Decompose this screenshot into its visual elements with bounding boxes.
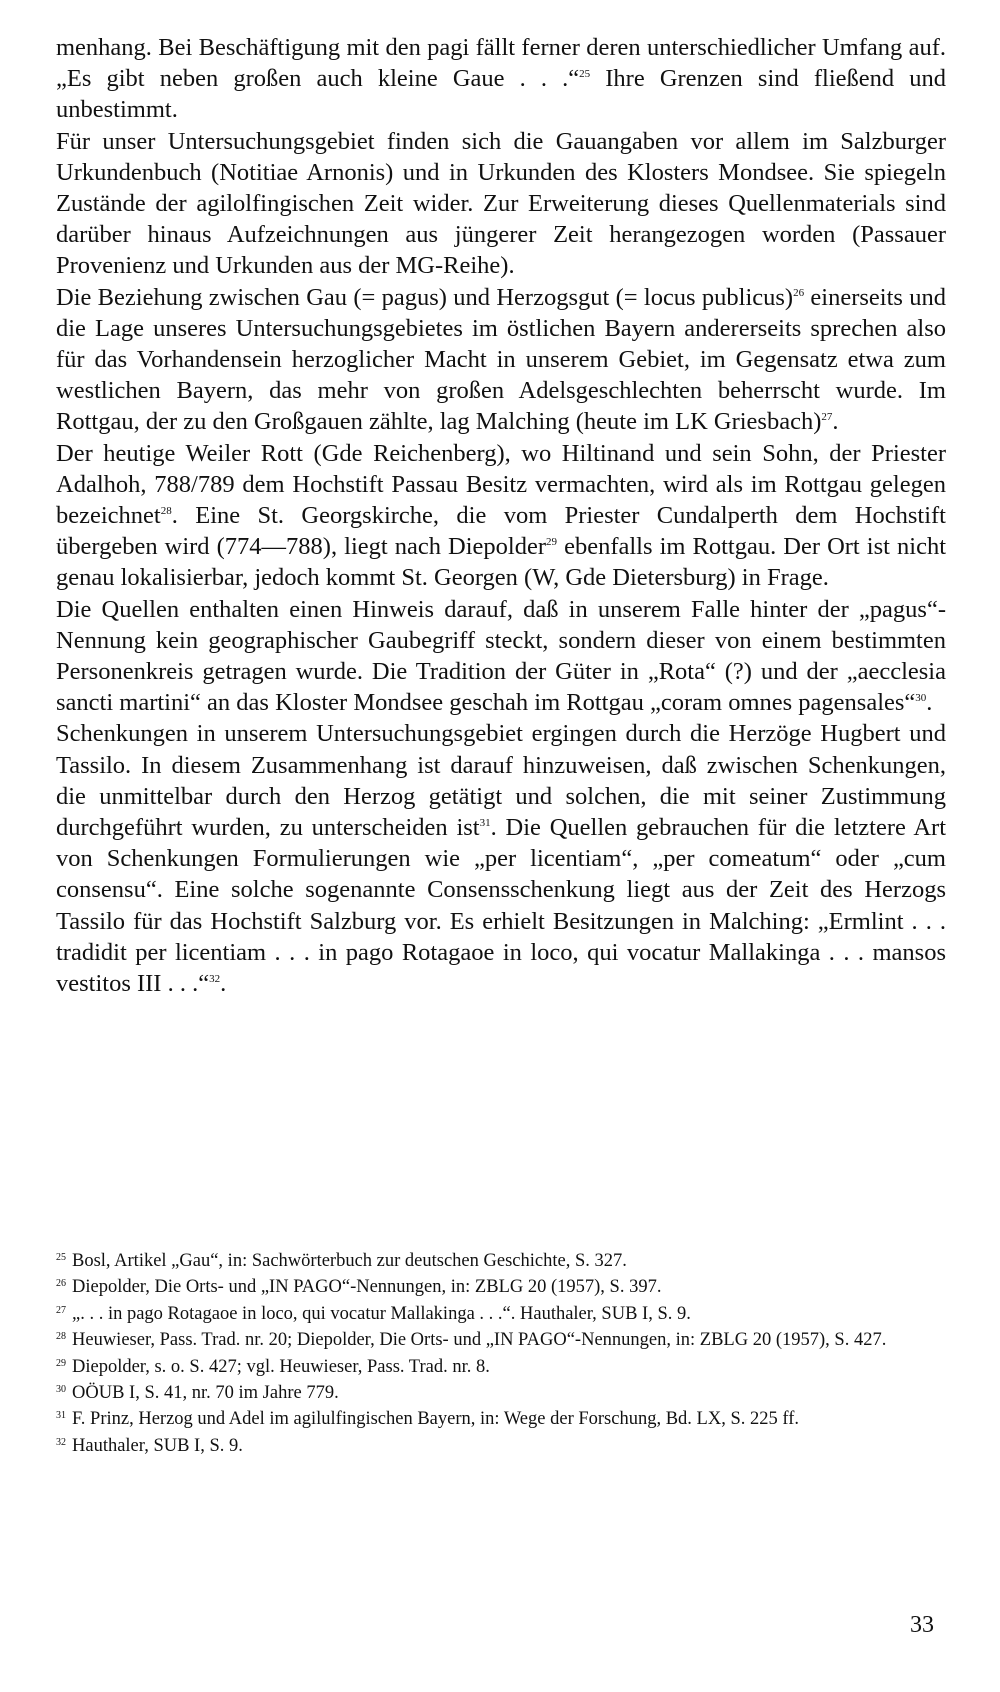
paragraph-text: . Eine St. Georgskirche, die vom Priester Cundalperth dem Hochstift übergeben wird (774—788), liegt nach Diepolder xyxy=(56,502,946,561)
footnote-number: 31 xyxy=(56,1410,66,1422)
footnote-number: 27 xyxy=(56,1304,66,1316)
footnote-text: Hauthaler, SUB I, S. 9. xyxy=(72,1435,243,1456)
footnote-ref[interactable]: 26 xyxy=(793,286,805,299)
footnote-text: Heuwieser, Pass. Trad. nr. 20; Diepolder, Die Orts- und „IN PAGO“-Nennungen, in: ZBLG 20 (1957), S. 427. xyxy=(72,1330,887,1351)
footnote-text: Bosl, Artikel „Gau“, in: Sachwörterbuch zur deutschen Geschichte, S. 327. xyxy=(72,1251,627,1271)
footnote-text: OÖUB I, S. 41, nr. 70 im Jahre 779. xyxy=(72,1383,339,1404)
footnote-text: F. Prinz, Herzog und Adel im agilulfingischen Bayern, in: Wege der Forschung, Bd. LX, S. 225 ff. xyxy=(72,1409,799,1430)
footnote-ref[interactable]: 32 xyxy=(209,973,221,986)
footnote-ref[interactable]: 30 xyxy=(915,692,927,705)
footnote-ref[interactable]: 25 xyxy=(579,68,591,81)
footnote-number: 28 xyxy=(56,1331,66,1343)
paragraph-text: . Die Quellen gebrauchen für die letztere Art von Schenkungen Formulierungen wie „per licentiam“, „per comeatum“ oder „cum consensu“. Eine solche sogenannte Consensschenkung liegt aus der Zeit des Herzogs Tassilo für das Hochstift Salzburg vor. Es erhielt Besitzungen in Malching: „Ermlint . . . tradidit per licentiam . . . in pago Rotagaoe in loco, qui vocatur Mallakinga . . . mansos vestitos III . . .“ xyxy=(56,814,946,998)
paragraph xyxy=(56,32,946,126)
paragraph xyxy=(56,594,946,719)
page-number: 33 xyxy=(910,1612,934,1638)
paragraph-text: Die Beziehung zwischen Gau (= pagus) und Herzogsgut (= locus publicus) xyxy=(56,283,794,311)
footnote-number: 25 xyxy=(56,1252,66,1263)
footnote-ref[interactable]: 27 xyxy=(821,411,833,424)
footnote xyxy=(56,1379,946,1404)
footnote xyxy=(56,1405,946,1430)
paragraph xyxy=(56,438,946,594)
paragraph-text: Die Quellen enthalten einen Hinweis darauf, daß in unserem Falle hinter der „pagus“-Nennung kein geographischer Gaubegriff steckt, sondern dieser von einem bestimmten Personenkreis getragen wurde. Die Tradition der Güter in „Rota“ (?) und der „aecclesia sancti martini“ an das Kloster Mondsee geschah im Rottgau „coram omnes pagensales“ xyxy=(56,595,946,717)
paragraph-text: . xyxy=(220,970,227,998)
footnote-text: Diepolder, s. o. S. 427; vgl. Heuwieser, Pass. Trad. nr. 8. xyxy=(72,1356,490,1377)
paragraph xyxy=(56,126,946,282)
footnote-number: 32 xyxy=(56,1436,66,1448)
footnote-number: 30 xyxy=(56,1384,66,1396)
footnote xyxy=(56,1353,946,1378)
body-text xyxy=(56,32,946,999)
paragraph-text: Für unser Untersuchungsgebiet finden sich die Gauangaben vor allem im Salzburger Urkundenbuch (Notitiae Arnonis) und in Urkunden des Klosters Mondsee. Sie spiegeln Zustände der agilolfingischen Zeit wider. Zur Erweiterung dieses Quellenmaterials sind darüber hinaus Aufzeichnungen aus jüngerer Zeit herangezogen worden (Passauer Provenienz und Urkunden aus der MG-Reihe). xyxy=(56,127,946,280)
footnote xyxy=(56,1432,946,1457)
footnote-ref[interactable]: 28 xyxy=(160,505,172,518)
paragraph-text: menhang. Bei Beschäftigung mit den pagi fällt ferner deren unterschiedlicher Umfang auf. „Es gibt neben großen auch kleine Gaue . . .“ xyxy=(56,34,946,93)
footnote-ref[interactable]: 31 xyxy=(479,817,491,830)
footnote xyxy=(56,1326,946,1351)
paragraph-text: Der heutige Weiler Rott (Gde Reichenberg), wo Hiltinand und sein Sohn, der Priester Adalhoh, 788/789 dem Hochstift Passau Besitz vermachten, wird als im Rottgau gelegen bezeichnet xyxy=(56,439,946,530)
paragraph-text: Ihre Grenzen sind fließend und unbestimmt. xyxy=(56,65,947,124)
footnote xyxy=(56,1247,946,1272)
footnote-text: Diepolder, Die Orts- und „IN PAGO“-Nennungen, in: ZBLG 20 (1957), S. 397. xyxy=(72,1277,662,1298)
footnotes xyxy=(56,1247,946,1458)
paragraph-text: ebenfalls im Rottgau. Der Ort ist nicht genau lokalisierbar, jedoch kommt St. Georgen (W, Gde Dietersburg) in Frage. xyxy=(56,533,946,592)
paragraph-text: Schenkungen in unserem Untersuchungsgebiet ergingen durch die Herzöge Hugbert und Tassilo. In diesem Zusammenhang ist darauf hinzuweisen, daß zwischen Schenkungen, die unmittelbar durch den Herzog getätigt und solchen, die mit seiner Zustimmung durchgeführt wurden, zu unterscheiden ist xyxy=(56,720,946,842)
paragraph-text: . xyxy=(832,408,839,436)
footnote-ref[interactable]: 29 xyxy=(546,536,558,549)
paragraph xyxy=(56,718,946,999)
footnote-number: 26 xyxy=(56,1278,66,1290)
footnote xyxy=(56,1273,946,1298)
paragraph-text: einerseits und die Lage unseres Untersuchungsgebietes im östlichen Bayern andererseits sprechen also für das Vorhandensein herzoglicher Macht in unserem Gebiet, im Gegensatz etwa zum westlichen Bayern, das mehr von großen Adelsgeschlechten beherrscht wurde. Im Rottgau, der zu den Großgauen zählte, lag Malching (heute im LK Griesbach) xyxy=(56,283,946,436)
footnote-text: „. . . in pago Rotagaoe in loco, qui vocatur Mallakinga . . .“. Hauthaler, SUB I, S. 9. xyxy=(72,1303,691,1324)
paragraph xyxy=(56,282,946,438)
footnote-number: 29 xyxy=(56,1357,66,1369)
paragraph-text: . xyxy=(926,689,933,717)
footnote xyxy=(56,1300,946,1325)
